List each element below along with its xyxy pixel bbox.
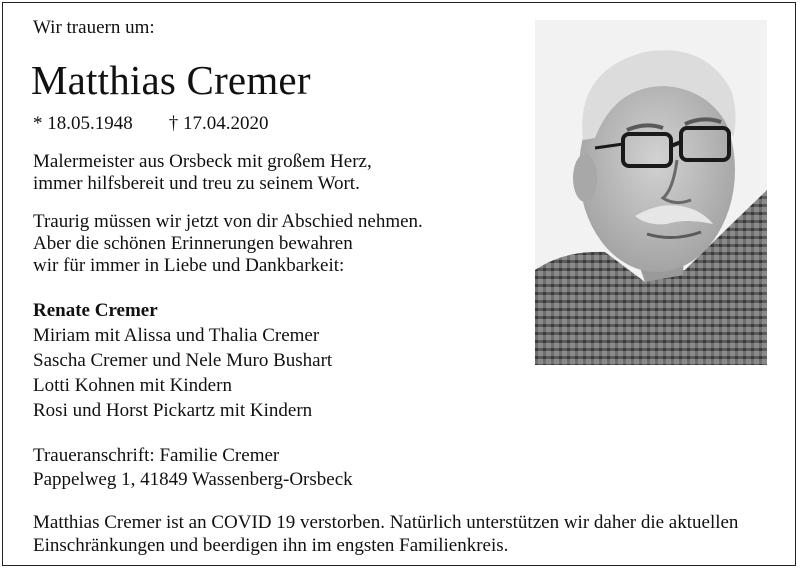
closing-line: Einschränkungen und beerdigen ihn im engsten Familienkreis. [33, 535, 509, 556]
family-member: Sascha Cremer und Nele Muro Bushart [33, 350, 333, 371]
portrait-illustration [535, 20, 767, 365]
description-line: immer hilfsbereit und treu zu seinem Wort. [33, 173, 360, 194]
family-list [33, 298, 332, 423]
address-line: Traueranschrift: Familie Cremer [33, 445, 280, 466]
description [33, 151, 372, 195]
closing-line: Matthias Cremer ist an COVID 19 verstorben. Natürlich unterstützen wir daher die aktuellen [33, 512, 739, 533]
closing-note [33, 511, 738, 557]
mourning-text [33, 211, 423, 277]
portrait-photo [535, 20, 767, 365]
address-line: Pappelweg 1, 41849 Wassenberg-Orsbeck [33, 469, 353, 490]
description-line: Malermeister aus Orsbeck mit großem Herz, [33, 151, 372, 172]
family-member: Miriam mit Alissa und Thalia Cremer [33, 325, 320, 346]
family-member: Rosi und Horst Pickartz mit Kindern [33, 400, 313, 421]
death-date: † 17.04.2020 [168, 113, 269, 134]
family-lead: Renate Cremer [33, 300, 158, 321]
mourning-line: wir für immer in Liebe und Dankbarkeit: [33, 255, 345, 276]
mourning-address [33, 444, 353, 492]
deceased-name: Matthias Cremer [31, 57, 311, 103]
mourning-line: Traurig müssen wir jetzt von dir Abschied nehmen. [33, 211, 423, 232]
mourning-line: Aber die schönen Erinnerungen bewahren [33, 233, 353, 254]
family-member: Lotti Kohnen mit Kindern [33, 375, 232, 396]
life-dates [33, 113, 269, 135]
intro-text: Wir trauern um: [33, 17, 155, 38]
birth-date: * 18.05.1948 [33, 113, 133, 134]
